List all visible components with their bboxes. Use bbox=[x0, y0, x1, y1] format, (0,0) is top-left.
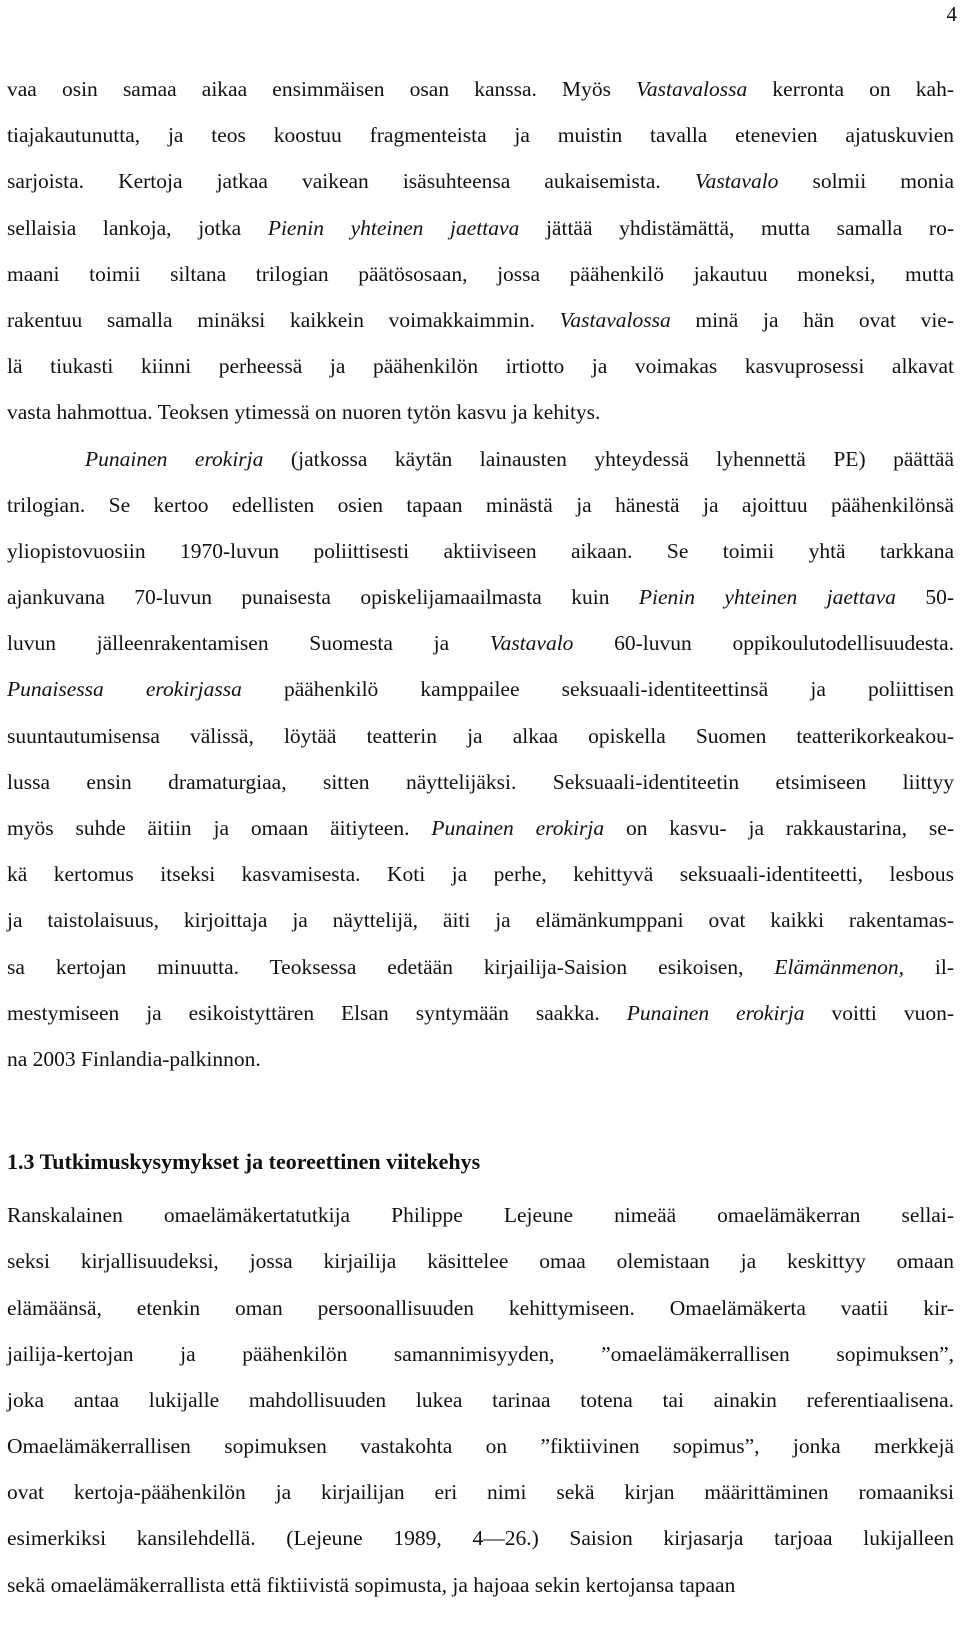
text-run: Ranskalainen omaelämäkertatutkija Philippe Lejeune nimeää omaelämäkerran sellai- bbox=[7, 1203, 954, 1228]
text-run: trilogian. Se kertoo edellisten osien tapaan minästä ja hänestä ja ajoittuu päähenkilönsä bbox=[7, 492, 954, 517]
text-run: sellaisia lankoja, jotka bbox=[7, 215, 268, 240]
text-run: solmii monia bbox=[778, 169, 955, 194]
italic-title: Vastavalo bbox=[489, 631, 574, 656]
italic-title: Elämänmenon bbox=[774, 954, 899, 979]
section-heading: 1.3 Tutkimuskysymykset ja teoreettinen viitekehys bbox=[7, 1149, 481, 1175]
text-run: vasta hahmottua. Teoksen ytimessä on nuoren tytön kasvu ja kehitys. bbox=[7, 400, 601, 425]
text-run: päähenkilö kamppailee seksuaali-identiteettinsä ja poliittisen bbox=[241, 677, 954, 702]
text-run: tiajakautunutta, ja teos koostuu fragmenteista ja muistin tavalla etenevien ajatuskuvien bbox=[7, 123, 954, 148]
text-line bbox=[7, 1423, 954, 1469]
text-run: joka antaa lukijalle mahdollisuuden lukea tarinaa totena tai ainakin referentiaalisena. bbox=[7, 1387, 954, 1412]
italic-title: Punainen erokirja bbox=[85, 446, 264, 471]
text-run: elämäänsä, etenkin oman persoonallisuuden kehittymiseen. Omaelämäkerta vaatii kir- bbox=[7, 1295, 954, 1320]
text-line bbox=[7, 528, 954, 574]
text-run: esimerkiksi kansilehdellä. (Lejeune 1989, 4—26.) Saision kirjasarja tarjoaa lukijalleen bbox=[7, 1526, 954, 1551]
text-line bbox=[7, 759, 954, 805]
text-line bbox=[7, 205, 954, 251]
text-line bbox=[7, 112, 954, 158]
paragraph-2 bbox=[7, 436, 954, 1083]
text-line bbox=[7, 897, 954, 943]
text-run: , il- bbox=[898, 954, 955, 979]
text-run: 50- bbox=[895, 585, 954, 610]
text-run: na 2003 Finlandia-palkinnon. bbox=[7, 1046, 261, 1071]
text-line bbox=[7, 482, 954, 528]
text-line bbox=[7, 1285, 954, 1331]
text-run: 60-luvun oppikoulutodellisuudesta. bbox=[573, 631, 955, 656]
page-number: 4 bbox=[946, 2, 957, 26]
text-line bbox=[7, 1036, 954, 1082]
text-run: myös suhde äitiin ja omaan äitiyteen. bbox=[7, 816, 432, 840]
italic-title: Punainen erokirja bbox=[431, 816, 605, 840]
text-run: lä tiukasti kiinni perheessä ja päähenkilön irtiotto ja voimakas kasvuprosessi alkavat bbox=[7, 354, 954, 379]
text-run: on kasvu- ja rakkaustarina, se- bbox=[604, 816, 954, 840]
text-line bbox=[7, 1469, 954, 1515]
text-line bbox=[7, 1515, 954, 1561]
text-line bbox=[7, 851, 954, 897]
document-body bbox=[7, 66, 954, 1608]
text-run: ja taistolaisuus, kirjoittaja ja näyttelijä, äiti ja elämänkumppani ovat kaikki rakentamas- bbox=[7, 908, 954, 933]
text-run: sekä omaelämäkerrallista että fiktiivistä sopimusta, ja hajoaa sekin kertojansa tapaan bbox=[7, 1572, 736, 1597]
text-line bbox=[7, 1377, 954, 1423]
text-run: (jatkossa käytän lainausten yhteydessä lyhennettä PE) päättää bbox=[263, 446, 954, 471]
text-run: jättää yhdistämättä, mutta samalla ro- bbox=[519, 215, 954, 240]
paragraph-3 bbox=[7, 1192, 954, 1608]
text-run: minä ja hän ovat vie- bbox=[670, 307, 954, 332]
italic-title: Punainen erokirja bbox=[626, 1000, 805, 1025]
text-run: yliopistovuosiin 1970-luvun poliittisesti aktiiviseen aikaan. Se toimii yhtä tarkkana bbox=[7, 538, 954, 563]
text-run: vaa osin samaa aikaa ensimmäisen osan kanssa. Myös bbox=[7, 77, 637, 101]
text-run: kerronta on kah- bbox=[747, 77, 954, 101]
italic-title: Vastavalo bbox=[694, 169, 779, 194]
text-line bbox=[7, 343, 954, 389]
text-line bbox=[7, 990, 954, 1036]
paragraph-1 bbox=[7, 66, 954, 436]
text-line bbox=[7, 620, 954, 666]
italic-title: Pienin yhteinen jaettava bbox=[638, 585, 896, 610]
text-line bbox=[7, 251, 954, 297]
text-line bbox=[7, 944, 954, 990]
italic-title: Pienin yhteinen jaettava bbox=[267, 215, 520, 240]
text-run: ajankuvana 70-luvun punaisesta opiskelijamaailmasta kuin bbox=[7, 585, 639, 610]
italic-title: Punaisessa erokirjassa bbox=[7, 677, 242, 702]
text-line bbox=[7, 574, 954, 620]
text-run: Omaelämäkerrallisen sopimuksen vastakohta on ”fiktiivinen sopimus”, jonka merkkejä bbox=[7, 1434, 954, 1459]
text-line bbox=[7, 158, 954, 204]
text-line bbox=[7, 1238, 954, 1284]
text-run: jailija-kertojan ja päähenkilön samannimisyyden, ”omaelämäkerrallisen sopimuksen”, bbox=[7, 1341, 954, 1366]
text-run: voitti vuon- bbox=[804, 1000, 954, 1025]
text-line bbox=[7, 1562, 954, 1608]
text-line bbox=[7, 389, 954, 435]
text-run: seksi kirjallisuudeksi, jossa kirjailija käsittelee omaa olemistaan ja keskittyy omaan bbox=[7, 1249, 954, 1274]
text-line bbox=[7, 1331, 954, 1377]
text-run: luvun jälleenrakentamisen Suomesta ja bbox=[7, 631, 490, 656]
italic-title: Vastavalossa bbox=[636, 77, 748, 101]
text-line bbox=[7, 713, 954, 759]
italic-title: Vastavalossa bbox=[559, 307, 671, 332]
text-run: mestymiseen ja esikoistyttären Elsan syntymään saakka. bbox=[7, 1000, 627, 1025]
text-run: kä kertomus itseksi kasvamisesta. Koti ja perhe, kehittyvä seksuaali-identiteetti, lesbous bbox=[7, 862, 954, 887]
text-line bbox=[7, 436, 954, 482]
text-run: suuntautumisensa välissä, löytää teatterin ja alkaa opiskella Suomen teatterikorkeakou- bbox=[7, 723, 954, 748]
text-run: ovat kertoja-päähenkilön ja kirjailijan eri nimi sekä kirjan määrittäminen romaaniksi bbox=[7, 1480, 954, 1505]
text-line bbox=[7, 666, 954, 712]
text-run: maani toimii siltana trilogian päätösosaan, jossa päähenkilö jakautuu moneksi, mutta bbox=[7, 261, 954, 286]
text-run: sa kertojan minuutta. Teoksessa edetään kirjailija-Saision esikoisen, bbox=[7, 954, 775, 979]
text-run: rakentuu samalla minäksi kaikkein voimakkaimmin. bbox=[7, 307, 560, 332]
text-line bbox=[7, 1192, 954, 1238]
text-line bbox=[7, 805, 954, 851]
text-run: sarjoista. Kertoja jatkaa vaikean isäsuhteensa aukaisemista. bbox=[7, 169, 695, 194]
text-line bbox=[7, 297, 954, 343]
text-run: lussa ensin dramaturgiaa, sitten näyttelijäksi. Seksuaali-identiteetin etsimiseen liittyy bbox=[7, 769, 954, 794]
text-line bbox=[7, 66, 954, 112]
